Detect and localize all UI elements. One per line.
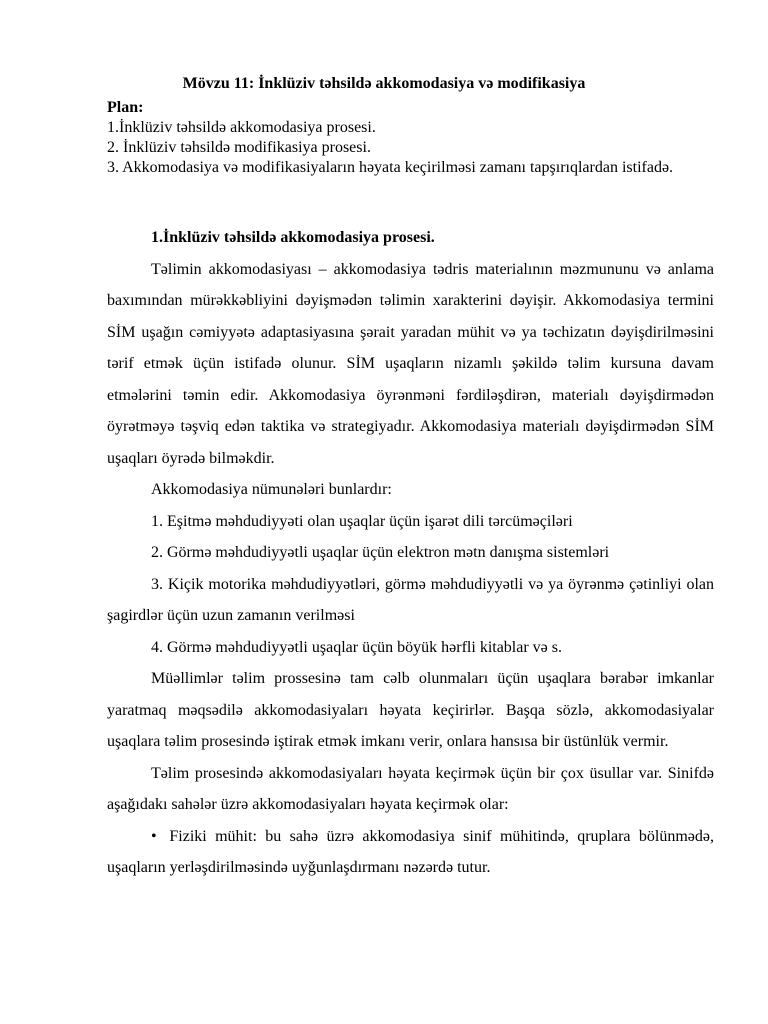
- example-item: 3. Kiçik motorika məhdudiyyətləri, görmə məhdudiyyətli və ya öyrənmə çətinliyi olan şagirdlər üçün uzun zamanın verilməsi: [107, 575, 714, 624]
- section-1: [107, 222, 714, 884]
- section-heading: 1.İnklüziv təhsildə akkomodasiya prosesi.: [151, 229, 435, 246]
- bullet-list: [107, 821, 714, 884]
- example-item: 4. Görmə məhdudiyyətli uşaqlar üçün böyük hərfli kitablar və s.: [151, 638, 563, 656]
- paragraph: Təlimin akkomodasiyası – akkomodasiya tədris materialının məzmununu və anlama baxımından mürəkkəbliyini dəyişmədən təlimin xarakterini dəyişir. Akkomodasiya termini SİM uşağın cəmiyyətə adaptasiyasına şərait yaradan mühit və ya təchizatın dəyişdirilməsini tərif etmək üçün istifadə olunur. SİM uşaqların nizamlı şəkildə təlim kursuna davam etmələrini təmin edir. Akkomodasiya öyrənməni fərdiləşdirən, materialı dəyişdirmədən öyrətməyə təşviq edən taktika və strategiyadır. Akkomodasiya materialı dəyişdirmədən SİM uşaqları öyrədə bilməkdir.: [107, 260, 714, 467]
- plan-heading: Plan:: [107, 99, 144, 116]
- bullet-item: [107, 821, 714, 884]
- plan-item: 2. İnklüziv təhsildə modifikasiya prosesi.: [107, 139, 371, 156]
- plan-list: [107, 118, 714, 178]
- examples-intro: Akkomodasiya nümunələri bunlardır:: [151, 481, 392, 498]
- plan-item: 1.İnklüziv təhsildə akkomodasiya prosesi.: [107, 119, 376, 136]
- plan-block: [107, 98, 714, 178]
- paragraph: Təlim prosesində akkomodasiyaları həyata keçirmək üçün bir çox üsullar var. Sinifdə aşağıdakı sahələr üzrə akkomodasiyaları həyata keçirmək olar:: [107, 764, 714, 813]
- bullet-text: Fiziki mühit: bu sahə üzrə akkomodasiya sinif mühitində, qruplara bölünmədə, uşaqların yerləşdirilməsində uyğunlaşdırmanı nəzərdə tutur.: [107, 827, 715, 876]
- example-item: 2. Görmə məhdudiyyətli uşaqlar üçün elektron mətn danışma sistemləri: [151, 544, 610, 561]
- document-title: Mövzu 11: İnklüziv təhsildə akkomodasiya və modifikasiya: [182, 75, 586, 92]
- example-item: 1. Eşitmə məhdudiyyəti olan uşaqlar üçün işarət dili tərcüməçiləri: [151, 512, 573, 530]
- bullet-dot-icon: •: [151, 827, 157, 845]
- plan-item: 3. Akkomodasiya və modifikasiyaların həyata keçirilməsi zamanı tapşırıqlardan istifadə.: [107, 159, 674, 176]
- paragraph: Müəllimlər təlim prossesinə tam cəlb olunmaları üçün uşaqlara bərabər imkanlar yaratmaq məqsədilə akkomodasiyaları həyata keçirirlər. Başqa sözlə, akkomodasiyalar uşaqlara təlim prosesində iştirak etmək imkanı verir, onlara hansısa bir üstünlük vermir.: [107, 670, 714, 750]
